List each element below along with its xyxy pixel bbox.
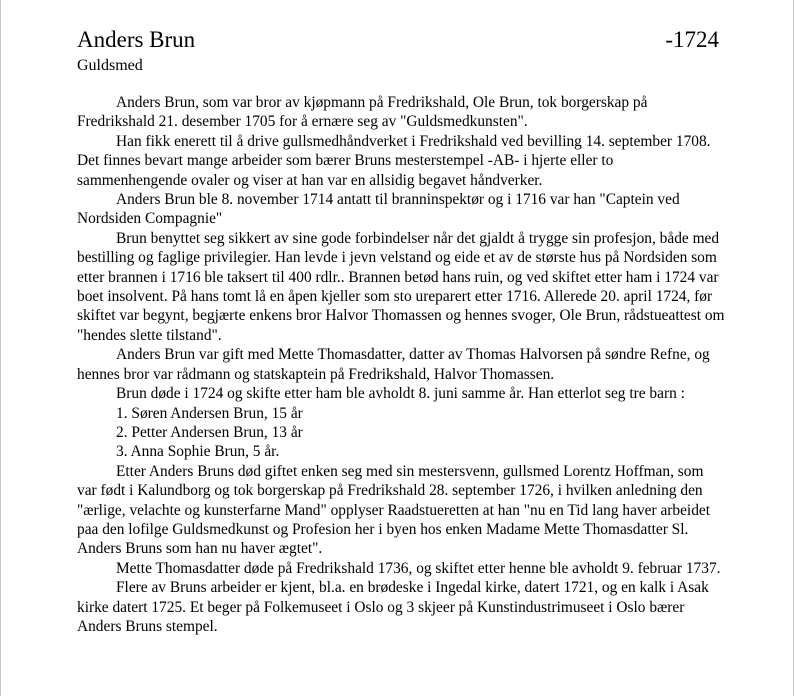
paragraph: Flere av Bruns arbeider er kjent, bl.a. en brødeske i Ingedal kirke, datert 1721, og en kalk i Asak kirke datert 1725. Et beger på Folkemuseet i Oslo og 3 skjeer på Kunstindustrimuseet i Oslo bærer Anders Bruns stempel. bbox=[77, 579, 709, 635]
death-year: -1724 bbox=[665, 27, 719, 52]
paragraph: Brun benyttet seg sikkert av sine gode forbindelser når det gjaldt å trygge sin profesjon, både med bestilling og faglige privilegier. Han levde i jevn velstand og eide et av de største hus på Nordsiden som etter brannen i 1716 ble taksert til 400 rdlr.. Brannen betød hans ruin, og ved skiftet etter ham i 1724 var boet insolvent. På hans tomt lå en åpen kjeller som sto ureparert etter 1716. Allerede 20. april 1724, før skiftet var begynt, begjærte enkens bror Halvor Thomassen og hennes svoger, Ole Brun, rådstueattest om "hendes slette tilstand". bbox=[77, 229, 725, 344]
biography-text bbox=[77, 93, 725, 636]
paragraph: Anders Brun var gift med Mette Thomasdatter, datter av Thomas Halvorsen på søndre Refne, og hennes bror var rådmann og statskaptein på Fredrikshald, Halvor Thomassen. bbox=[77, 346, 710, 383]
paragraph: Anders Brun, som var bror av kjøpmann på Fredrikshald, Ole Brun, tok borgerskap på Fredrikshald 21. desember 1705 for å ernære seg av "Guldsmedkunsten". bbox=[77, 94, 648, 131]
paragraph: Mette Thomasdatter døde på Fredrikshald 1736, og skiftet etter henne ble avholdt 9. februar 1737. bbox=[116, 559, 721, 577]
paragraph: Anders Brun ble 8. november 1714 antatt til branninspektør og i 1716 var han "Captein ved Nordsiden Compagnie" bbox=[77, 191, 680, 228]
document-header bbox=[77, 26, 719, 56]
paragraph: Han fikk enerett til å drive gullsmedhåndverket i Fredrikshald ved bevilling 14. september 1708. Det finnes bevart mange arbeider som bærer Bruns mesterstempel -AB- i hjerte eller to sammenhengende ovaler og viser at han var en allsidig begavet håndverker. bbox=[77, 132, 711, 189]
person-name: Anders Brun bbox=[77, 27, 196, 52]
children-list bbox=[77, 404, 725, 462]
paragraph: Etter Anders Bruns død giftet enken seg med sin mestersvenn, gullsmed Lorentz Hoffman, som var født i Kalundborg og tok borgerskap på Fredrikshald 28. september 1726, i hvilken anledning den "ærlige, velachte og kunsterfarne Mand" opplyser Raadstueretten at han "nu en Tid lang haver arbeidet paa den lofilge Guldsmedkunst og Profesion her i byen hos enken Madame Mette Thomasdatter Sl. Anders Bruns som han nu haver ægtet". bbox=[77, 462, 710, 558]
occupation: Guldsmed bbox=[77, 57, 143, 74]
list-item: 3. Anna Sophie Brun, 5 år. bbox=[116, 443, 280, 461]
paragraph: Brun døde i 1724 og skifte etter ham ble avholdt 8. juni samme år. Han etterlot seg tre barn : bbox=[116, 385, 685, 403]
list-item: 1. Søren Andersen Brun, 15 år bbox=[116, 404, 303, 422]
list-item: 2. Petter Andersen Brun, 13 år bbox=[116, 423, 303, 441]
